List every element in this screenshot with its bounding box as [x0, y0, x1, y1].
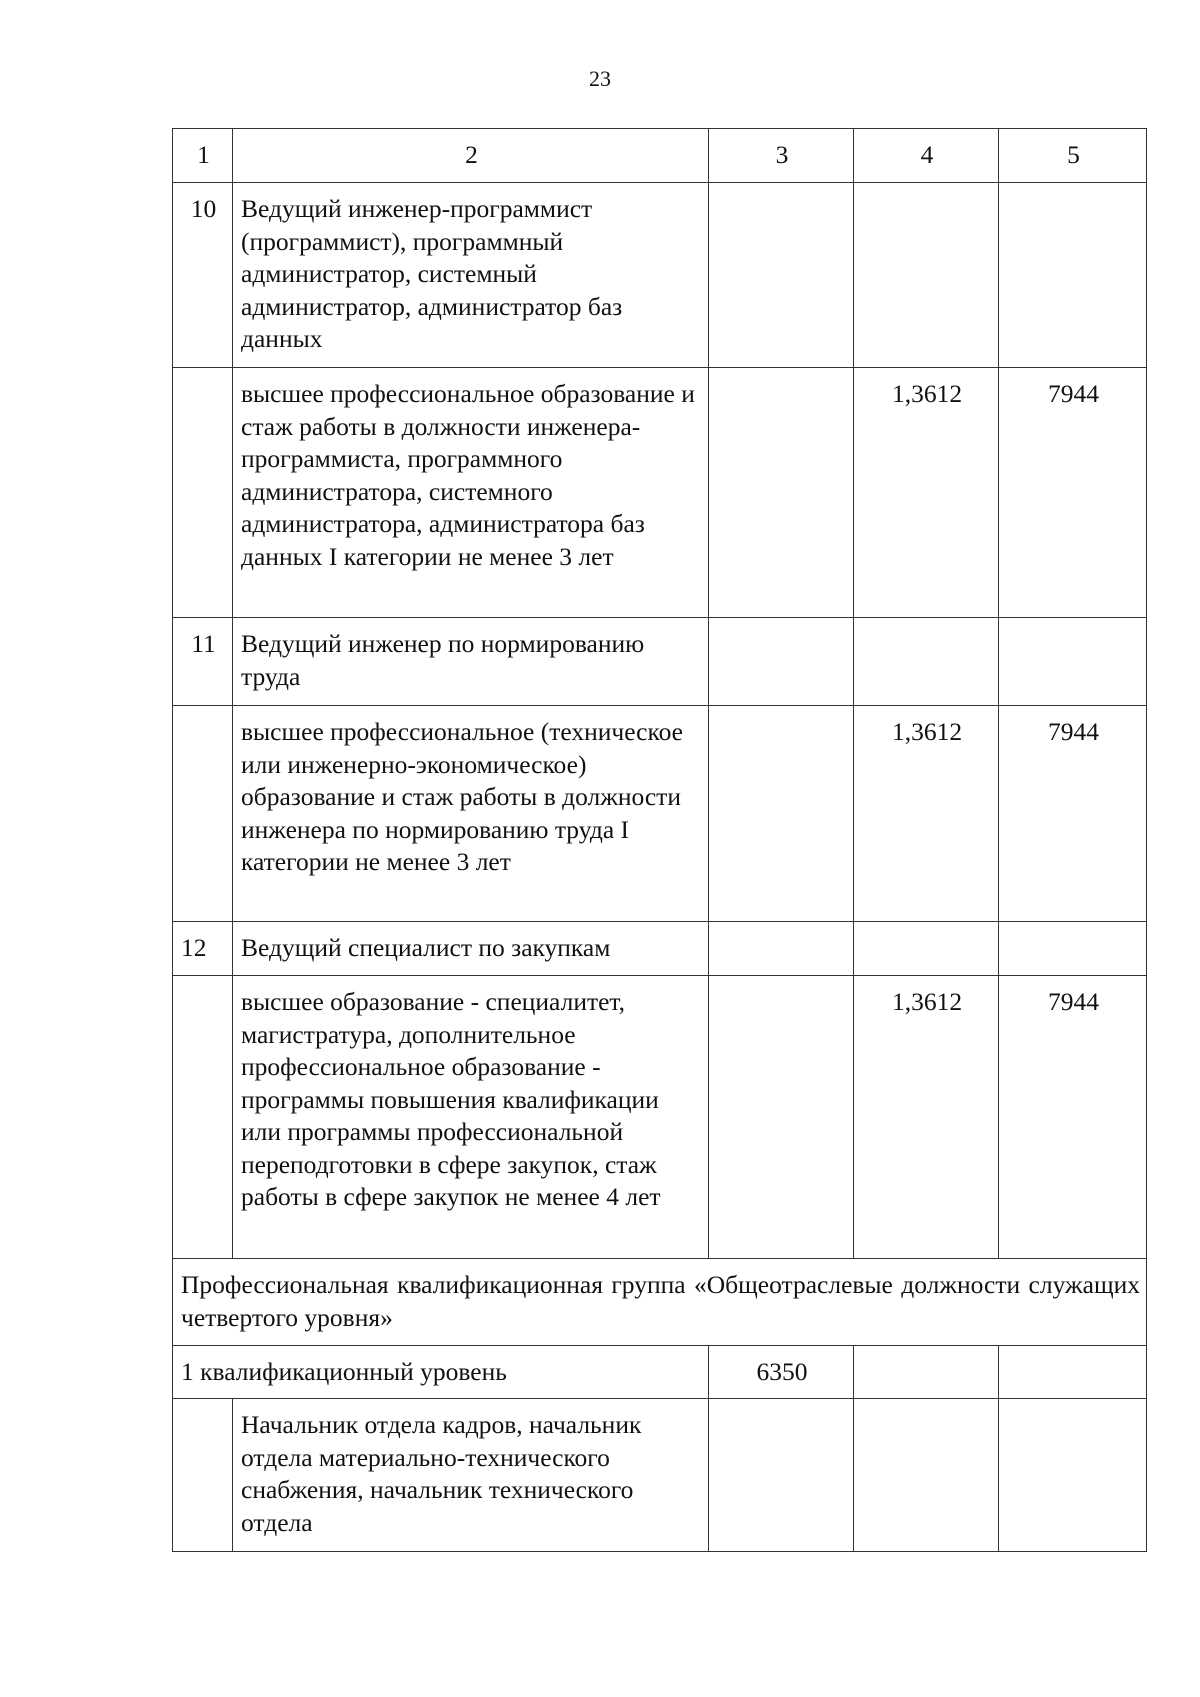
- qualification-group-heading: Профессиональная квалификационная группа «Общеотраслевые должности служащих четвертого уровня»: [173, 1259, 1147, 1346]
- coefficient-cell: 1,3612: [854, 976, 999, 1259]
- level-row: [173, 1346, 1147, 1399]
- header-cell-5: 5: [999, 129, 1147, 183]
- position-title: Ведущий инженер по нормированию труда: [233, 618, 709, 706]
- row-number: [173, 1399, 233, 1552]
- qualification-requirements: высшее профессиональное образование и стаж работы в должности инженера-программиста, программного администратора, системного администратора, администратора баз данных I категории не менее 3 лет: [233, 368, 709, 618]
- base-salary-cell: [709, 1399, 854, 1552]
- table-row: [173, 706, 1147, 922]
- header-cell-2: 2: [233, 129, 709, 183]
- table-header-row: [173, 129, 1147, 183]
- coefficient-cell: [854, 1346, 999, 1399]
- header-cell-1: 1: [173, 129, 233, 183]
- coefficient-cell: [854, 1399, 999, 1552]
- salary-cell: 7944: [999, 976, 1147, 1259]
- coefficient-cell: 1,3612: [854, 368, 999, 618]
- row-number: 10: [173, 183, 233, 368]
- base-salary-cell: [709, 922, 854, 976]
- salary-cell: [999, 1399, 1147, 1552]
- row-number: 12: [173, 922, 233, 976]
- base-salary-cell: 6350: [709, 1346, 854, 1399]
- row-number: 11: [173, 618, 233, 706]
- qualification-level-label: 1 квалификационный уровень: [173, 1346, 709, 1399]
- header-cell-4: 4: [854, 129, 999, 183]
- coefficient-cell: [854, 183, 999, 368]
- table-row: [173, 922, 1147, 976]
- position-title: Начальник отдела кадров, начальник отдела материально-технического снабжения, начальник технического отдела: [233, 1399, 709, 1552]
- coefficient-cell: [854, 618, 999, 706]
- base-salary-cell: [709, 368, 854, 618]
- row-number: [173, 706, 233, 922]
- base-salary-cell: [709, 618, 854, 706]
- qualification-requirements: высшее профессиональное (техническое или инженерно-экономическое) образование и стаж работы в должности инженера по нормированию труда I категории не менее 3 лет: [233, 706, 709, 922]
- table-row: [173, 368, 1147, 618]
- table-row: [173, 1399, 1147, 1552]
- position-title: Ведущий инженер-программист (программист), программный администратор, системный администратор, администратор баз данных: [233, 183, 709, 368]
- group-row: [173, 1259, 1147, 1346]
- row-number: [173, 368, 233, 618]
- page-number: 23: [589, 66, 611, 91]
- table-row: [173, 976, 1147, 1259]
- base-salary-cell: [709, 183, 854, 368]
- base-salary-cell: [709, 706, 854, 922]
- salary-cell: 7944: [999, 368, 1147, 618]
- salary-cell: [999, 183, 1147, 368]
- table-row: [173, 618, 1147, 706]
- table-row: [173, 183, 1147, 368]
- salary-cell: [999, 1346, 1147, 1399]
- qualification-table: [172, 128, 1147, 1552]
- coefficient-cell: [854, 922, 999, 976]
- base-salary-cell: [709, 976, 854, 1259]
- header-cell-3: 3: [709, 129, 854, 183]
- qualification-requirements: высшее образование - специалитет, магистратура, дополнительное профессиональное образование - программы повышения квалификации или программы профессиональной переподготовки в сфере закупок, стаж работы в сфере закупок не менее 4 лет: [233, 976, 709, 1259]
- salary-cell: 7944: [999, 706, 1147, 922]
- salary-cell: [999, 618, 1147, 706]
- salary-cell: [999, 922, 1147, 976]
- row-number: [173, 976, 233, 1259]
- coefficient-cell: 1,3612: [854, 706, 999, 922]
- position-title: Ведущий специалист по закупкам: [233, 922, 709, 976]
